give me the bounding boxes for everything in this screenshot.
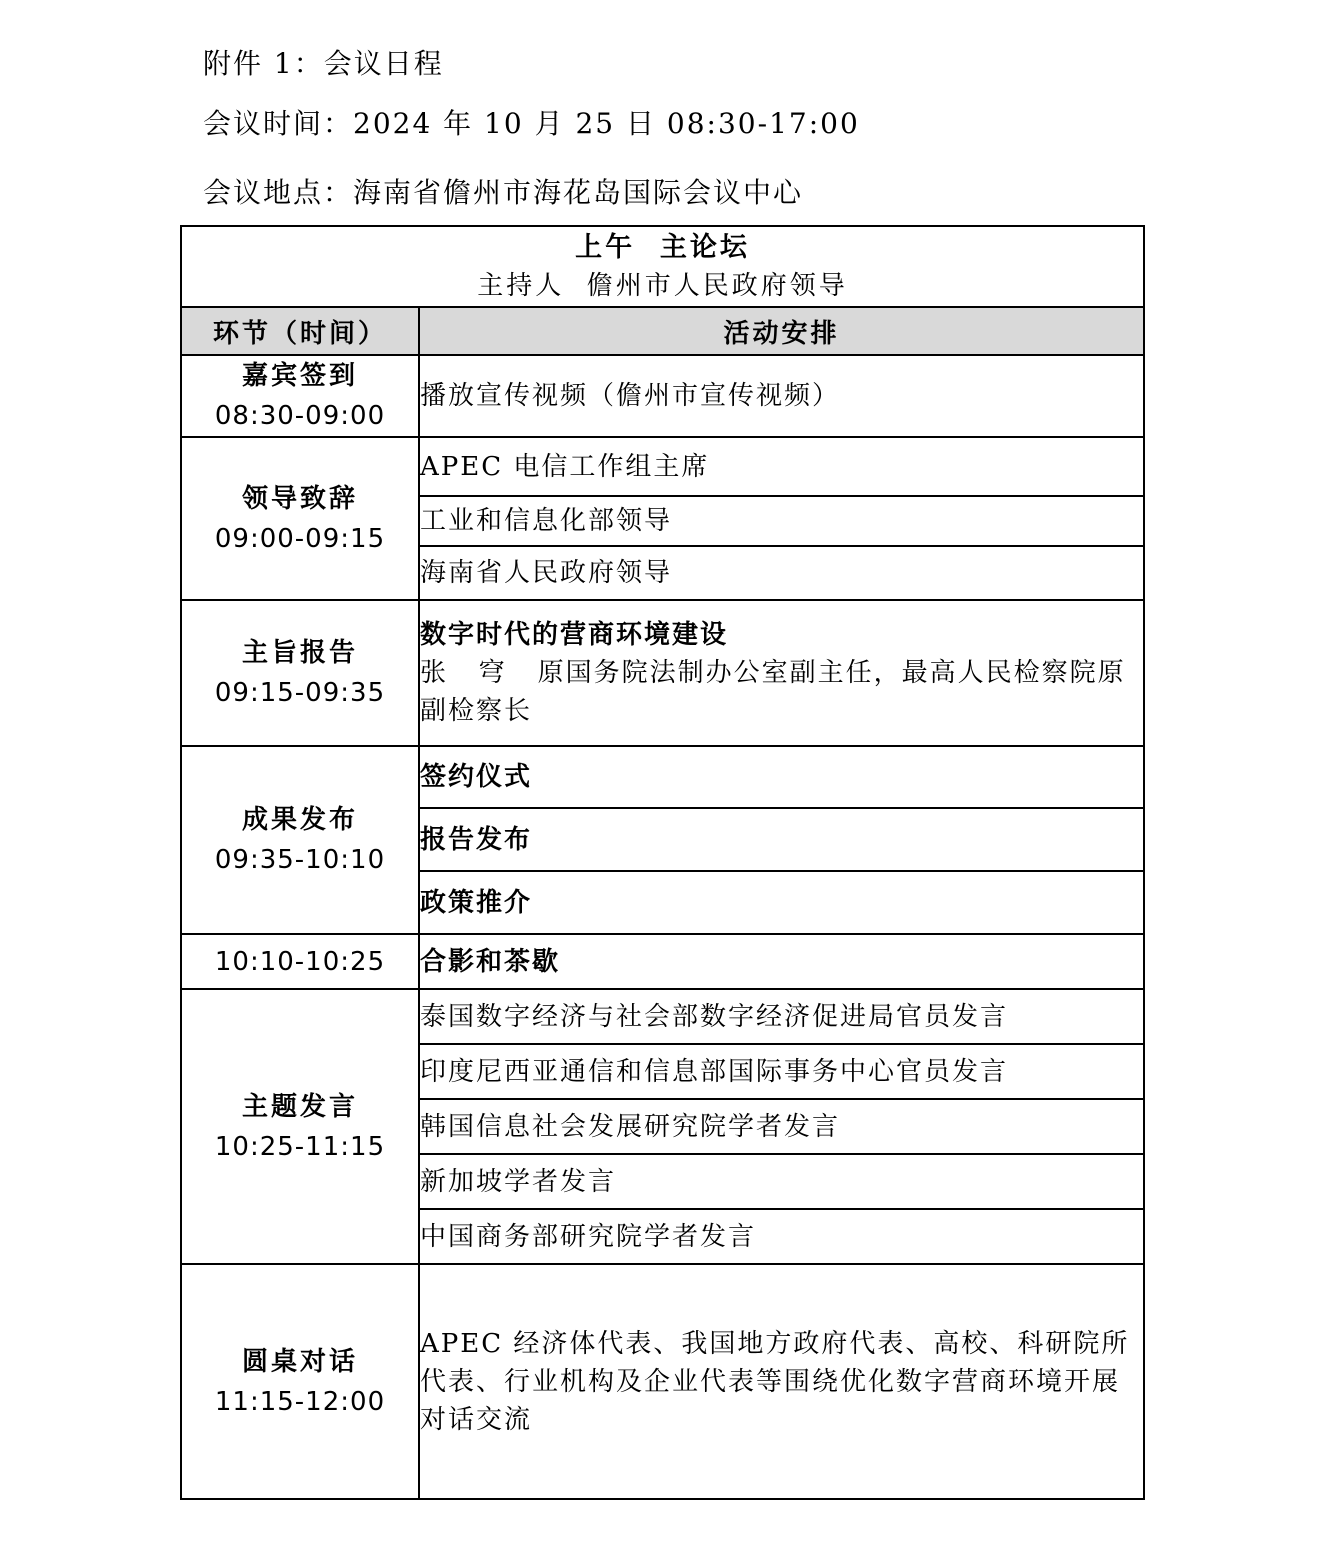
segment-time: 10:25-11:15 [214, 1131, 386, 1162]
activity-cell: 印度尼西亚通信和信息部国际事务中心官员发言 [419, 1044, 1144, 1099]
segment-name: 主旨报告 [241, 638, 358, 668]
activity-cell: APEC 经济体代表、我国地方政府代表、高校、科研院所代表、行业机构及企业代表等围绕优化数字营商环境开展对话交流 [419, 1264, 1144, 1499]
segment-time: 10:10-10:25 [214, 946, 386, 977]
segment-name: 主题发言 [241, 1091, 358, 1122]
meeting-venue: 会议地点：海南省儋州市海花岛国际会议中心 [203, 176, 804, 209]
segment-cell [181, 600, 419, 746]
column-header-activity: 活动安排 [419, 307, 1144, 355]
session-title: 上午 主论坛 [575, 231, 750, 263]
segment-time: 09:00-09:15 [214, 523, 386, 554]
table-row [181, 1264, 1144, 1499]
activity-cell: 工业和信息化部领导 [419, 496, 1144, 546]
session-host: 主持人 儋州市人民政府领导 [477, 270, 848, 301]
segment-cell [181, 989, 419, 1264]
meeting-time: 会议时间：2024 年 10 月 25 日 08:30-17:00 [203, 107, 860, 140]
activity-cell: 合影和茶歇 [419, 934, 1144, 989]
segment-cell [181, 746, 419, 934]
segment-name: 嘉宾签到 [241, 361, 358, 391]
table-row [181, 600, 1144, 746]
session-header [181, 226, 1144, 307]
activity-cell: APEC 电信工作组主席 [419, 437, 1144, 496]
segment-time: 09:35-10:10 [214, 845, 386, 875]
segment-name: 成果发布 [241, 805, 358, 835]
table-row [181, 989, 1144, 1044]
segment-name: 领导致辞 [241, 483, 358, 514]
activity-cell: 政策推介 [419, 871, 1144, 934]
activity-cell: 泰国数字经济与社会部数字经济促进局官员发言 [419, 989, 1144, 1044]
attachment-title: 附件 1：会议日程 [203, 47, 444, 80]
activity-cell: 签约仪式 [419, 746, 1144, 808]
activity-cell: 新加坡学者发言 [419, 1154, 1144, 1209]
column-header-row [181, 307, 1144, 355]
segment-time: 09:15-09:35 [214, 678, 386, 708]
activity-cell [419, 600, 1144, 746]
activity-cell: 海南省人民政府领导 [419, 546, 1144, 600]
segment-cell [181, 1264, 419, 1499]
segment-name: 圆桌对话 [241, 1346, 358, 1377]
activity-cell: 报告发布 [419, 808, 1144, 871]
activity-cell: 韩国信息社会发展研究院学者发言 [419, 1099, 1144, 1154]
table-row [181, 355, 1144, 437]
activity-cell: 播放宣传视频（儋州市宣传视频） [419, 355, 1144, 437]
keynote-topic: 数字时代的营商环境建设 [420, 620, 729, 650]
segment-cell [181, 934, 419, 989]
segment-cell [181, 355, 419, 437]
segment-time: 08:30-09:00 [214, 401, 386, 431]
table-row [181, 746, 1144, 808]
segment-cell [181, 437, 419, 600]
segment-time: 11:15-12:00 [214, 1386, 386, 1417]
table-row [181, 934, 1144, 989]
keynote-speaker: 张 穹 原国务院法制办公室副主任，最高人民检察院原副检察长 [420, 658, 1126, 726]
column-header-segment: 环节（时间） [181, 307, 419, 355]
activity-cell: 中国商务部研究院学者发言 [419, 1209, 1144, 1264]
schedule-table [180, 225, 1145, 1500]
table-row [181, 437, 1144, 496]
